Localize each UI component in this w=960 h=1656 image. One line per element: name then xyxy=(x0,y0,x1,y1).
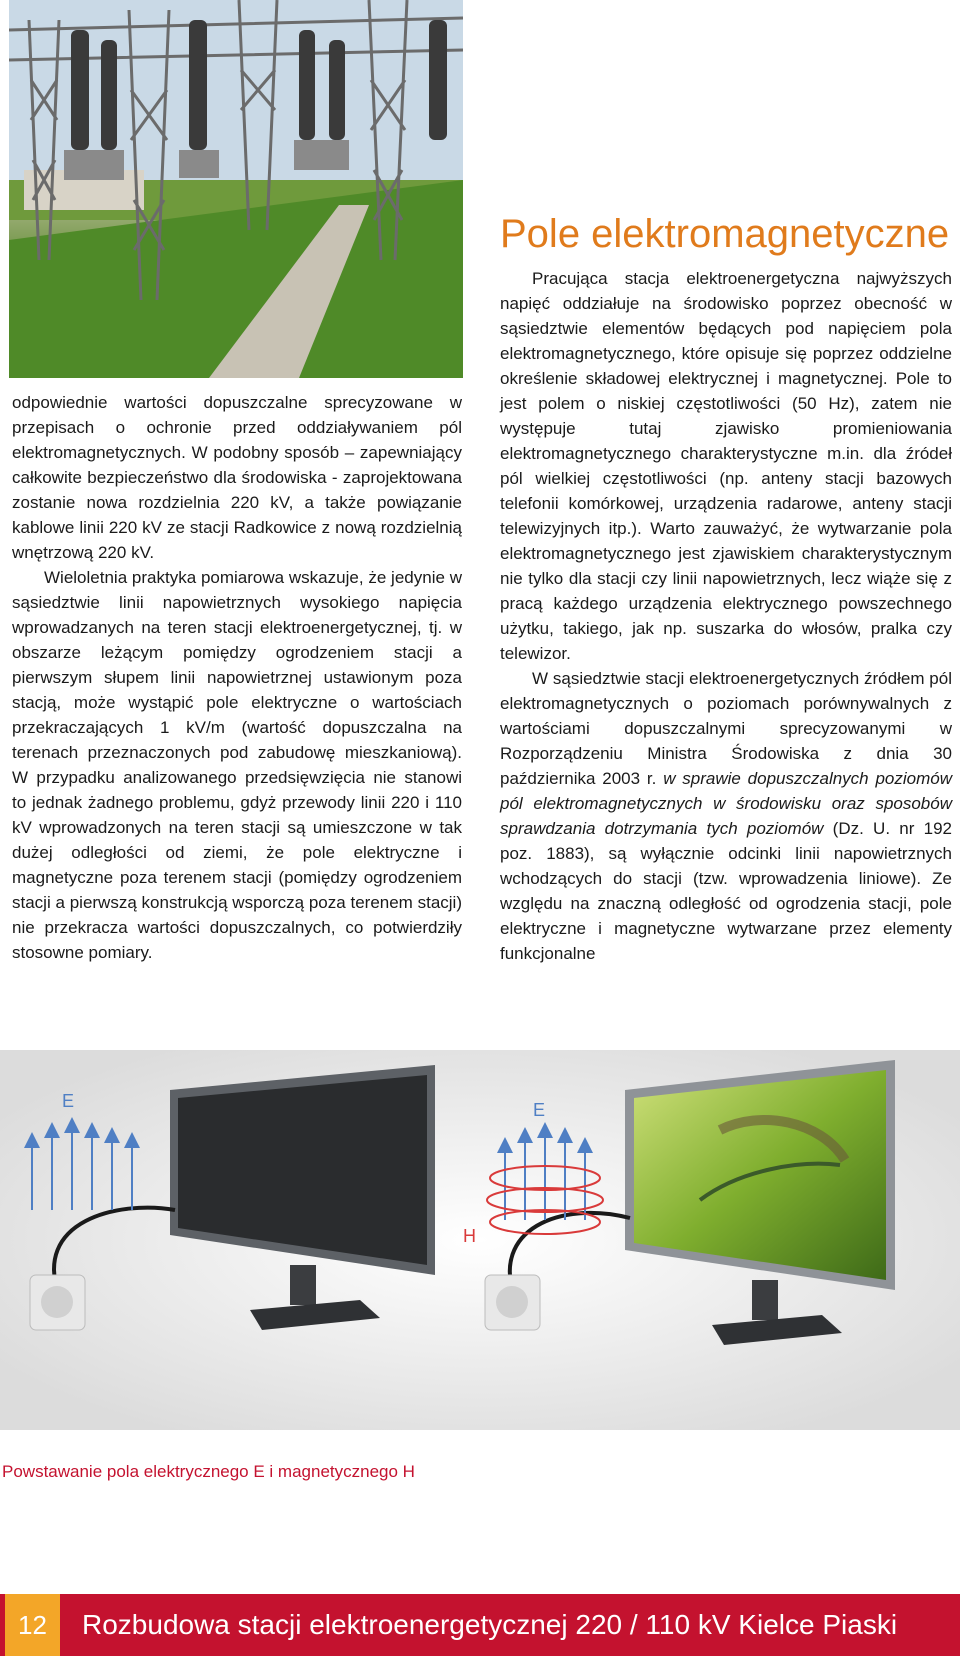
section-title: Pole elektromagnetyczne xyxy=(500,212,950,256)
right-paragraph-2 xyxy=(500,666,952,966)
footer-title: Rozbudowa stacji elektroenergetycznej 220 / 110 kV Kielce Piaski xyxy=(82,1609,898,1640)
right-column xyxy=(500,266,952,966)
right-paragraph-2-end: (Dz. U. nr 192 poz. 1883), są wyłącznie odcinki linii napowietrznych wchodzących do stacji (tzw. wprowadzenia liniowe). Ze względu na znaczną odległość od ogrodzenia stacji, pole elektryczne i magnetyczne wytwarzane przez elementy funkcjonalne xyxy=(500,819,952,963)
page-footer xyxy=(0,1594,960,1656)
left-column xyxy=(12,390,462,965)
substation-illustration xyxy=(9,0,463,378)
left-paragraph-2: Wieloletnia praktyka pomiarowa wskazuje, że jedynie w sąsiedztwie linii napowietrznych wysokiego napięcia wprowadzanych na teren stacji elektroenergetycznej, tj. w obszarze leżącym pomiędzy ogrodzeniem stacji a pierwszym słupem linii napowietrznej ustawionym poza stacją, może wystąpić pole elektryczne o wartościach przekraczających 1 kV/m (wartość dopuszczalna na terenach przeznaczonych pod zabudowę mieszkaniową). W przypadku analizowanego przedsięwzięcia nie stanowi to jednak żadnego problemu, gdyż przewody linii 220 i 110 kV wprowadzonych na teren stacji są umieszczone w tak dużej odległości od ziemi, że pole elektryczne i magnetyczne poza terenem stacji (pomiędzy ogrodzeniem stacji a pierwszą konstrukcją wsporczą poza terenem stacji) nie przekracza wartości dopuszczalnych, co potwierdziły stosowne pomiary. xyxy=(12,568,462,962)
field-illustration xyxy=(0,1050,960,1430)
regulation-title: w sprawie dopuszczalnych poziomów pól elektromagnetycznych w środowisku oraz sposobów sprawdzania dotrzymania tych poziomów xyxy=(500,769,952,838)
right-paragraph-1: Pracująca stacja elektroenergetyczna najwyższych napięć oddziałuje na środowisko poprzez obecność w sąsiedztwie elementów będących pod napięciem pola elektromagnetycznego, które opisuje się poprzez oddzielne określenie składowej elektrycznej i magnetycznej. Pole to jest polem o niskiej częstotliwości (50 Hz), zatem nie występuje tutaj zjawisko promieniowania elektromagnetycznego charakterystyczne m.in. dla źródeł pól wielkiej częstotliwości (np. anteny stacji bazowych telefonii komórkowej, urządzenia radarowe, anteny stacji telewizyjnych itp.). Warto zauważyć, że wytwarzanie pola elektromagnetycznego jest zjawiskiem charakterystycznym nie tylko dla stacji czy linii napowietrznych, lecz wiąże się z pracą każdego urządzenia elektrycznego powszechnego użytku, takiego, jak np. suszarka do włosów, pralka czy telewizor. xyxy=(500,269,952,663)
label-e-left: E xyxy=(62,1091,75,1111)
figure-caption: Powstawanie pola elektrycznego E i magnetycznego H xyxy=(2,1462,415,1481)
label-h: H xyxy=(463,1226,476,1246)
left-paragraph-1: odpowiednie wartości dopuszczalne sprecyzowane w przepisach o ochronie przed oddziaływaniem pól elektromagnetycznych. W podobny sposób – zapewniający całkowite bezpieczeństwo dla środowiska - zaprojektowana zostanie nowa rozdzielnia 220 kV, a także powiązanie kablowe linii 220 kV ze stacji Radkowice z nową rozdzielnią wnętrzową 220 kV. xyxy=(12,393,462,562)
page-number: 12 xyxy=(5,1594,60,1656)
substation-photo xyxy=(9,0,463,378)
label-e-right: E xyxy=(533,1100,546,1120)
right-paragraph-2-start: W sąsiedztwie stacji elektroenergetycznych źródłem pól elektromagnetycznych o poziomach porównywalnych z wartościami dopuszczalnymi sprecyzowanymi w Rozporządzeniu Ministra Środowiska z dnia 30 października 2003 r. xyxy=(500,669,952,788)
tv-field-diagram xyxy=(0,1050,960,1430)
